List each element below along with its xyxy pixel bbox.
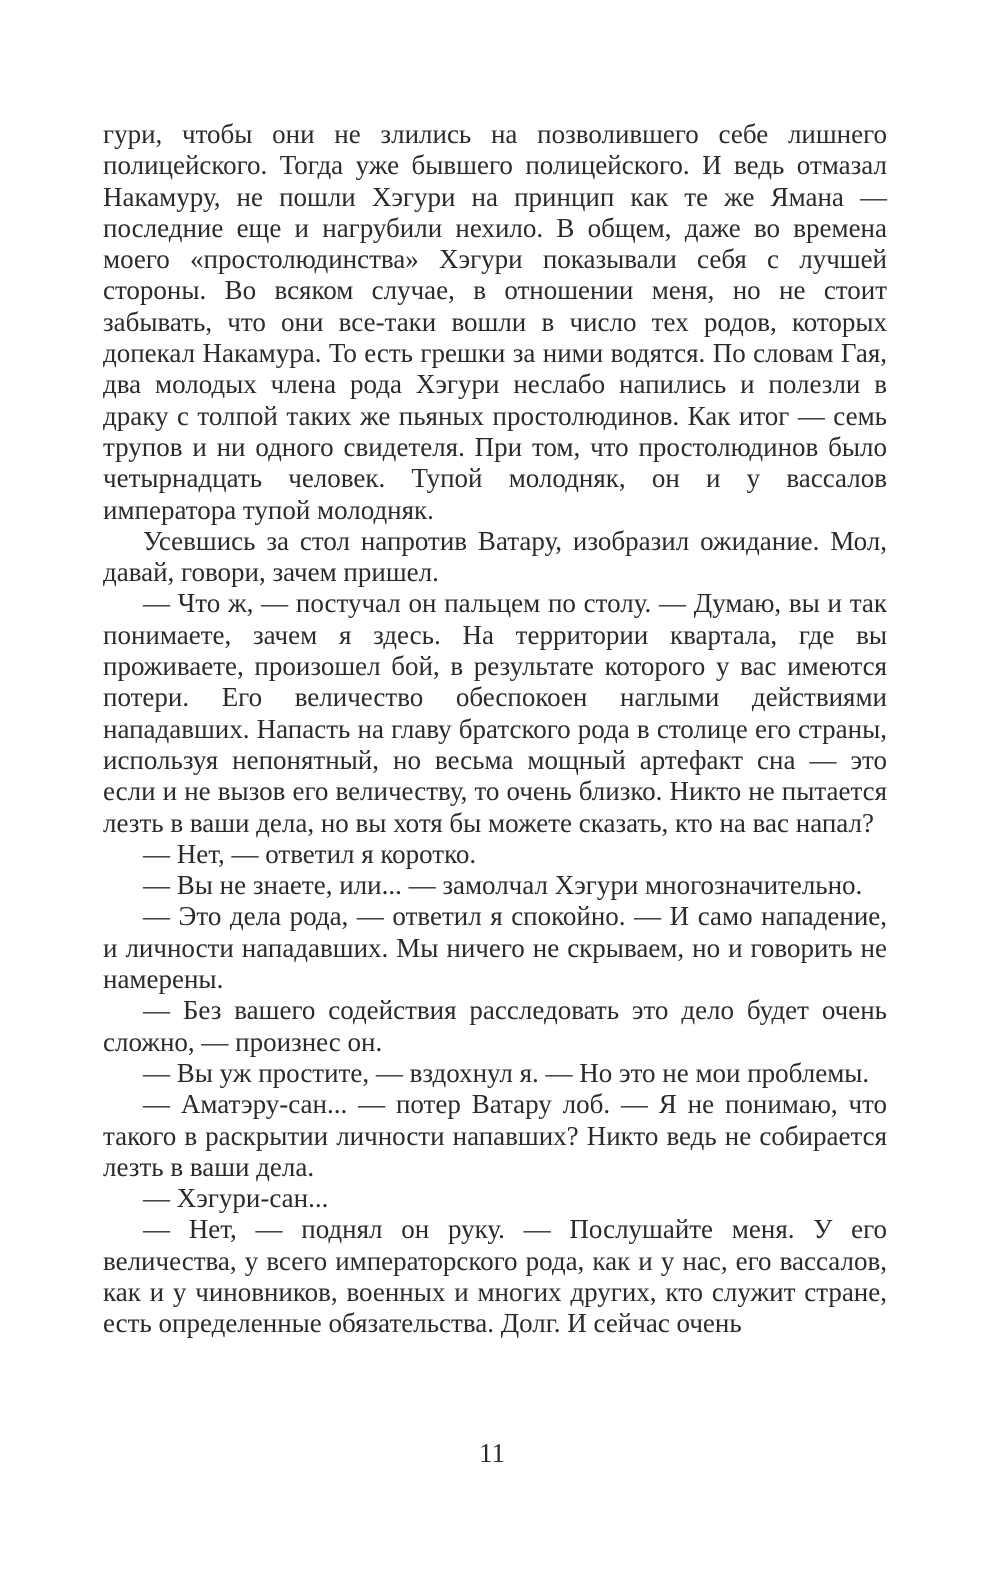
paragraph: — Хэгури-сан... (143, 1183, 329, 1214)
paragraph-continuation: гури, чтобы они не злились на позволившего себе лишнего полицейского. Тогда уже бывшего полицейского. И ведь отмазал Накамуру, не пошли Хэгури на принцип как те же Ямана — последние еще и нагрубили нехило. В общем, даже во времена моего «простолюдинства» Хэгури показывали себя с лучшей стороны. Во всяком случае, в отношении меня, но не стоит забывать, что они все-таки вошли в число тех родов, которых допекал Накамура. То есть грешки за ними водятся. По словам Гая, два молодых члена рода Хэгури неслабо напились и полезли в драку с толпой таких же пьяных простолюдинов. Как итог — семь трупов и ни одного свидетеля. При том, что простолюдинов было четырнадцать человек. Тупой молодняк, он и у вассалов императора тупой молодняк. (103, 119, 887, 525)
paragraph: — Это дела рода, — ответил я спокойно. — И само нападение, и личности нападавших. Мы ничего не скрываем, но и говорить не намерены. (103, 901, 887, 995)
paragraph: — Аматэру-сан... — потер Ватару лоб. — Я не понимаю, что такого в раскрытии личности напавших? Никто ведь не собирается лезть в ваши дела. (103, 1089, 887, 1182)
paragraph: — Нет, — ответил я коротко. (143, 838, 477, 869)
paragraph: — Вы уж простите, — вздохнул я. — Но это не мои проблемы. (143, 1057, 870, 1088)
paragraph: Усевшись за стол напротив Ватару, изобразил ожидание. Мол, давай, говори, зачем пришел. (103, 525, 887, 588)
paragraph: — Что ж, — постучал он пальцем по столу. — Думаю, вы и так понимаете, зачем я здесь. На территории квартала, где вы проживаете, произошел бой, в результате которого у вас имеются потери. Его величество обеспокоен наглыми действиями нападавших. Напасть на главу братского рода в столице его страны, используя непонятный, но весьма мощный артефакт сна — это если и не вызов его величеству, то очень близко. Никто не пытается лезть в ваши дела, но вы хотя бы можете сказать, кто на вас напал? (103, 588, 887, 838)
paragraph: — Вы не знаете, или... — замолчал Хэгури многозначительно. (143, 870, 863, 901)
paragraph: — Нет, — поднял он руку. — Послушайте меня. У его величества, у всего императорского рода, как и у нас, его вассалов, как и у чиновников, военных и многих других, кто служит стране, есть определенные обязательства. Долг. И сейчас очень (103, 1214, 887, 1339)
page-number: 11 (479, 1438, 505, 1468)
body-text (103, 119, 887, 1340)
paragraph: — Без вашего содействия расследовать это дело будет очень сложно, — произнес он. (103, 995, 887, 1057)
